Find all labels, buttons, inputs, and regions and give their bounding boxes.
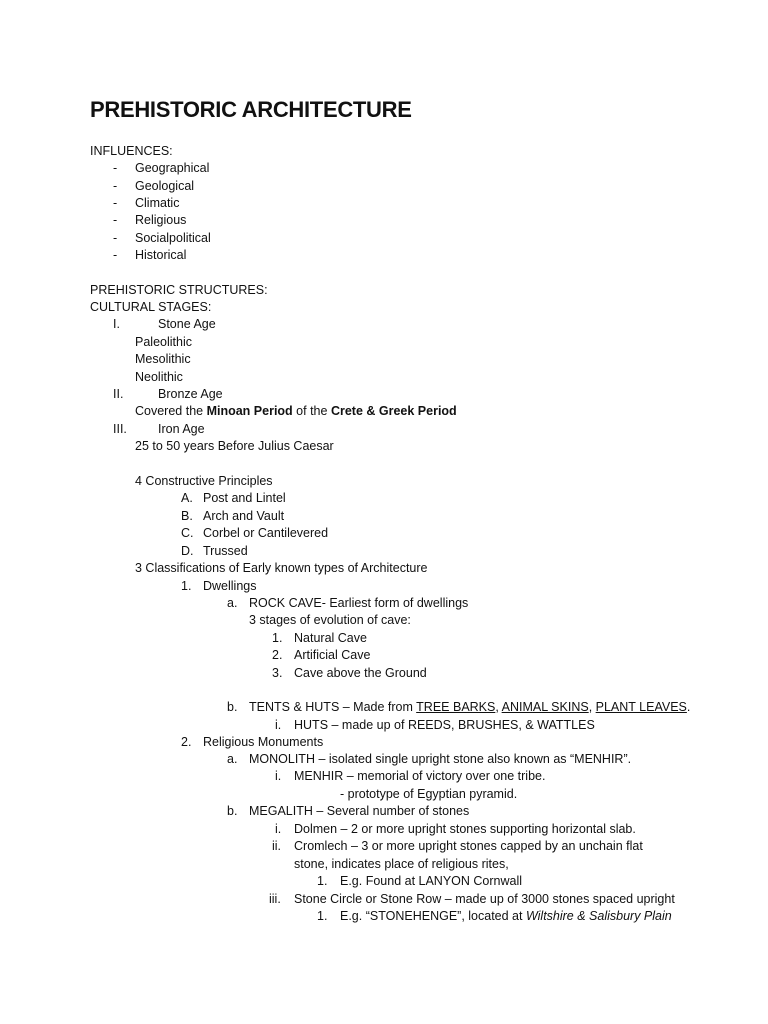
list-number: i. <box>275 769 282 783</box>
list-number: b. <box>227 700 238 714</box>
list-number: 1. <box>317 874 328 888</box>
list-number: a. <box>227 752 238 766</box>
cromlech-item-continued: stone, indicates place of religious rites, <box>294 857 509 871</box>
list-item: Climatic <box>135 196 180 210</box>
cromlech-item: Cromlech – 3 or more upright stones capped by an unchain flat <box>294 839 643 853</box>
classifications-heading: 3 Classifications of Early known types of Architecture <box>135 561 428 575</box>
list-item: Paleolithic <box>135 335 192 349</box>
list-number: III. <box>113 422 127 436</box>
huts-item: HUTS – made up of REEDS, BRUSHES, & WATTLES <box>294 718 595 732</box>
list-item: Arch and Vault <box>203 509 285 523</box>
list-item: Religious <box>135 213 187 227</box>
list-bullet: - <box>113 248 118 262</box>
list-item: Natural Cave <box>294 631 367 645</box>
prototype-note: - prototype of Egyptian pyramid. <box>340 787 518 801</box>
list-number: 1. <box>317 909 328 923</box>
list-number: 3. <box>272 666 283 680</box>
list-number: b. <box>227 804 238 818</box>
iron-age-note: 25 to 50 years Before Julius Caesar <box>135 439 334 453</box>
list-number: 2. <box>272 648 283 662</box>
stone-age-label: Stone Age <box>158 317 216 331</box>
list-bullet: - <box>113 231 118 245</box>
religious-monuments-label: Religious Monuments <box>203 735 324 749</box>
list-item: Cave above the Ground <box>294 666 427 680</box>
menhir-item: MENHIR – memorial of victory over one tribe. <box>294 769 546 783</box>
list-number: 2. <box>181 735 192 749</box>
list-bullet: - <box>113 196 118 210</box>
list-item: Artificial Cave <box>294 648 371 662</box>
list-bullet: - <box>113 213 118 227</box>
cultural-stages-heading: CULTURAL STAGES: <box>90 300 212 314</box>
list-item: Geological <box>135 179 195 193</box>
list-number: i. <box>275 822 282 836</box>
megalith-item: MEGALITH – Several number of stones <box>249 804 470 818</box>
page-title: PREHISTORIC ARCHITECTURE <box>90 97 412 122</box>
iron-age-label: Iron Age <box>158 422 205 436</box>
influences-heading: INFLUENCES: <box>90 144 173 158</box>
bronze-age-note: Covered the Minoan Period of the Crete & Greek Period <box>135 404 457 418</box>
monolith-item: MONOLITH – isolated single upright stone also known as “MENHIR”. <box>249 752 632 766</box>
list-item: Socialpolitical <box>135 231 211 245</box>
list-item: Historical <box>135 248 187 262</box>
lanyon-example: E.g. Found at LANYON Cornwall <box>340 874 523 888</box>
list-number: 1. <box>272 631 283 645</box>
list-number: i. <box>275 718 282 732</box>
list-item: Geographical <box>135 161 210 175</box>
list-number: a. <box>227 596 238 610</box>
principles-heading: 4 Constructive Principles <box>135 474 273 488</box>
structures-heading: PREHISTORIC STRUCTURES: <box>90 283 268 297</box>
list-number: II. <box>113 387 124 401</box>
list-number: A. <box>181 491 193 505</box>
list-number: 1. <box>181 579 192 593</box>
list-bullet: - <box>113 161 118 175</box>
list-number: iii. <box>269 892 281 906</box>
rock-cave-item: ROCK CAVE- Earliest form of dwellings <box>249 596 469 610</box>
list-number: ii. <box>272 839 282 853</box>
tents-huts-item: TENTS & HUTS – Made from TREE BARKS, ANIMAL SKINS, PLANT LEAVES. <box>249 700 691 714</box>
list-number: D. <box>181 544 194 558</box>
list-number: B. <box>181 509 193 523</box>
cave-stages-label: 3 stages of evolution of cave: <box>249 613 411 627</box>
stone-circle-item: Stone Circle or Stone Row – made up of 3000 stones spaced upright <box>294 892 675 906</box>
list-number: C. <box>181 526 194 540</box>
list-item: Neolithic <box>135 370 183 384</box>
bronze-age-label: Bronze Age <box>158 387 223 401</box>
list-bullet: - <box>113 179 118 193</box>
list-number: I. <box>113 317 120 331</box>
list-item: Corbel or Cantilevered <box>203 526 329 540</box>
stonehenge-example: E.g. “STONEHENGE”, located at Wiltshire & Salisbury Plain <box>340 909 672 923</box>
dwellings-label: Dwellings <box>203 579 257 593</box>
list-item: Post and Lintel <box>203 491 286 505</box>
list-item: Trussed <box>203 544 248 558</box>
list-item: Mesolithic <box>135 352 191 366</box>
dolmen-item: Dolmen – 2 or more upright stones supporting horizontal slab. <box>294 822 636 836</box>
